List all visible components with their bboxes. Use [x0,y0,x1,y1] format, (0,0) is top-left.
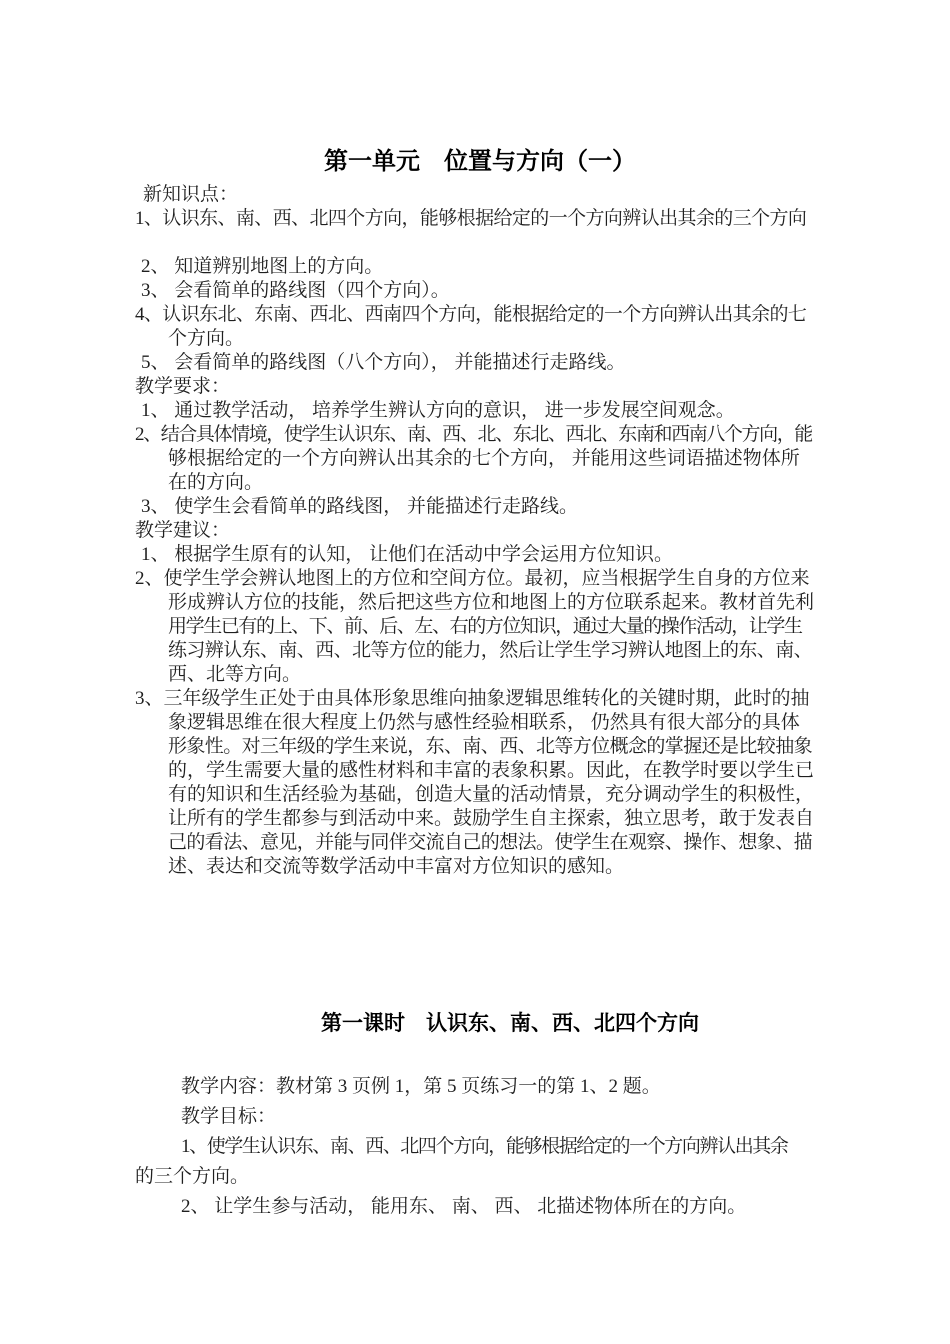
doc-line: 象逻辑思维在很大程度上仍然与感性经验相联系， 仍然具有很大部分的具体 [168,712,800,733]
doc-line: 2、使学生学会辨认地图上的方位和空间方位。最初，应当根据学生自身的方位来 [135,568,810,589]
section-gap [135,879,825,1008]
doc-line: 3、 会看简单的路线图（四个方向）。 [141,280,450,301]
new-knowledge-label: 新知识点： [143,184,239,205]
doc-line: 4、认识东北、东南、西北、西南四个方向，能根据给定的一个方向辨认出其余的七 [135,304,807,325]
doc-line: 用学生已有的上、下、前、后、左、右的方位知识，通过大量的操作活动，让学生 [168,616,802,637]
teaching-requirements-label: 教学要求： [135,376,231,397]
page-content [135,148,825,1222]
doc-line: 练习辨认东、南、西、北等方位的能力，然后让学生学习辨认地图上的东、南、 [168,640,813,661]
doc-line: 3、三年级学生正处于由具体形象思维向抽象逻辑思维转化的关键时期，此时的抽 [135,688,810,709]
doc-line: 2、 知道辨别地图上的方向。 [141,256,384,277]
doc-line: 够根据给定的一个方向辨认出其余的七个方向， 并能用这些词语描述物体所 [168,448,800,469]
doc-line: 5、 会看简单的路线图（八个方向）， 并能描述行走路线。 [141,352,626,373]
doc-line: 2、 让学生参与活动， 能用东、 南、 西、 北描述物体所在的方向。 [181,1196,747,1217]
doc-line: 己的看法、意见，并能与同伴交流自己的想法。使学生在观察、操作、想象、描 [168,832,813,853]
teaching-content-line: 教学内容：教材第 3 页例 1，第 5 页练习一的第 1、2 题。 [181,1076,661,1097]
doc-line: 个方向。 [168,328,245,349]
doc-line: 1、 通过教学活动， 培养学生辨认方向的意识， 进一步发展空间观念。 [141,400,735,421]
doc-line: 3、 使学生会看简单的路线图， 并能描述行走路线。 [141,496,579,517]
section-overview [135,183,825,879]
blank-line [135,231,825,255]
unit-title: 第一单元 位置与方向（一） [324,149,636,175]
doc-line: 在的方向。 [168,472,264,493]
doc-line: 形象性。对三年级的学生来说，东、南、西、北等方位概念的掌握还是比较抽象 [168,736,813,757]
doc-line: 1、认识东、南、西、北四个方向，能够根据给定的一个方向辨认出其余的三个方向 [135,208,807,229]
doc-line: 2、结合具体情境，使学生认识东、南、西、北、东北、西北、东南和西南八个方向，能 [135,424,812,445]
section-lesson-1 [135,1072,825,1222]
doc-line: 西、北等方向。 [168,664,302,685]
title-gap [135,1038,825,1072]
lesson-title: 第一课时 认识东、南、西、北四个方向 [321,1011,699,1035]
doc-line: 述、表达和交流等数学活动中丰富对方位知识的感知。 [168,856,625,877]
doc-line: 1、使学生认识东、南、西、北四个方向，能够根据给定的一个方向辨认出其余 [181,1136,788,1157]
doc-line: 让所有的学生都参与到活动中来。鼓励学生自主探索，独立思考，敢于发表自 [168,808,815,829]
doc-line: 1、 根据学生原有的认知， 让他们在活动中学会运用方位知识。 [141,544,674,565]
doc-line: 的三个方向。 [135,1166,250,1187]
teaching-goals-label: 教学目标： [181,1106,277,1127]
doc-line: 的，学生需要大量的感性材料和丰富的表象积累。因此，在教学时要以学生已 [168,760,815,781]
teaching-suggestions-label: 教学建议： [135,520,231,541]
doc-line: 形成辨认方位的技能，然后把这些方位和地图上的方位联系起来。教材首先利 [168,592,815,613]
doc-line: 有的知识和生活经验为基础，创造大量的活动情景，充分调动学生的积极性， [168,784,815,805]
